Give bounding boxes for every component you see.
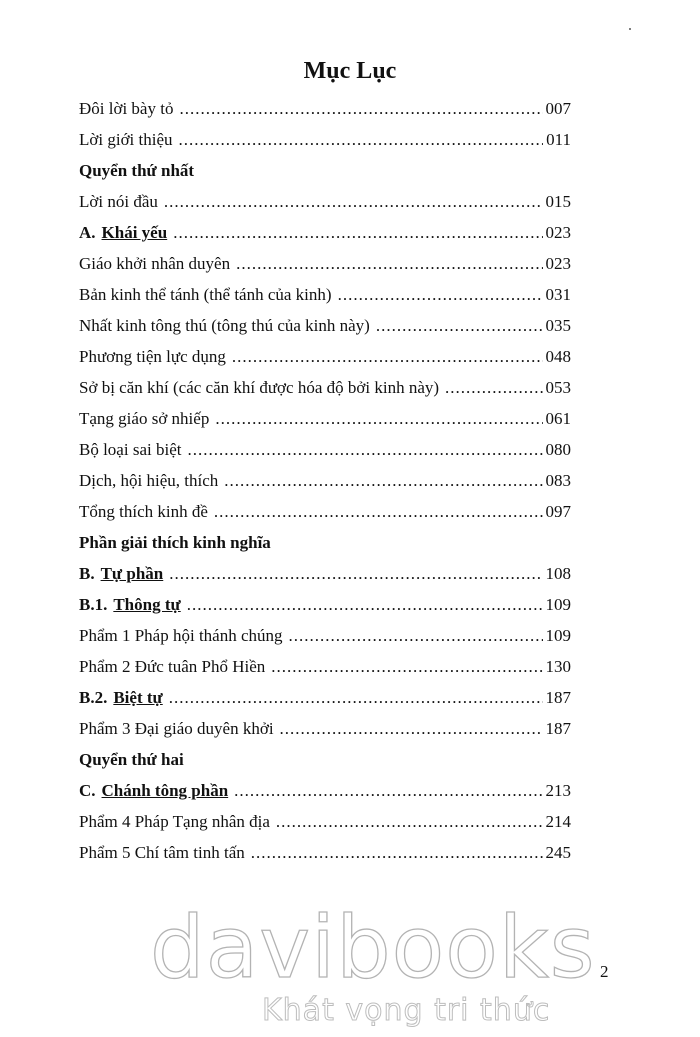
toc-entry-prefix: B.1. [79, 595, 108, 614]
toc-entry-label: Khái yếu [101, 223, 168, 242]
dot-leader [215, 403, 542, 434]
dot-leader [251, 837, 543, 868]
toc-entry-label: Tự phần [100, 564, 164, 583]
toc-entry-label: Sở bị căn khí (các căn khí được hóa độ bởi kinh này) [79, 378, 440, 397]
dot-leader [214, 496, 543, 527]
toc-entry-page: 053 [545, 378, 571, 397]
toc-entry-page: 035 [545, 316, 571, 335]
toc-entry-label: Bản kinh thể tánh (thể tánh của kinh) [79, 285, 332, 304]
toc-entry-page: 108 [545, 564, 571, 583]
toc-entry-page: 007 [545, 99, 571, 118]
dot-leader [187, 589, 543, 620]
dot-leader [236, 248, 542, 279]
toc-entry-page: 245 [545, 843, 571, 862]
dot-leader [338, 279, 543, 310]
dot-leader [271, 651, 542, 682]
toc-entry[interactable] [79, 620, 571, 651]
toc-entry[interactable] [79, 124, 571, 155]
toc-entry-label: Phẩm 3 Đại giáo duyên khởi [79, 719, 274, 738]
dot-leader [187, 434, 542, 465]
toc-entry-label: Bộ loại sai biệt [79, 440, 182, 459]
dot-leader [232, 341, 543, 372]
corner-speck [629, 28, 631, 30]
toc-entry-label: Đôi lời bày tỏ [79, 99, 174, 118]
toc-entry[interactable] [79, 837, 571, 868]
toc-entry-label: Phẩm 4 Pháp Tạng nhân địa [79, 812, 270, 831]
toc-entry-label: Nhất kinh tông thú (tông thú của kinh này) [79, 316, 370, 335]
toc-entry-label: Giáo khởi nhân duyên [79, 254, 231, 273]
toc-entry-page: 083 [545, 471, 571, 490]
dot-leader [445, 372, 542, 403]
page-title: Mục Lục [303, 58, 397, 84]
davibooks-watermark-logo: davibooks [150, 898, 596, 998]
toc-entry-page: 011 [546, 130, 571, 149]
toc-entry-label: Phẩm 2 Đức tuân Phổ Hiền [79, 657, 266, 676]
toc-entry[interactable] [79, 806, 571, 837]
toc-entry-page: 187 [545, 719, 571, 738]
toc-entry[interactable] [79, 682, 571, 713]
toc-entry-prefix: C. [79, 781, 96, 800]
toc-entry-label: Chánh tông phần [101, 781, 229, 800]
toc-entry[interactable] [79, 248, 571, 279]
toc-entry[interactable] [79, 465, 571, 496]
toc-entry-page: 023 [545, 254, 571, 273]
toc-entry-prefix: B.2. [79, 688, 108, 707]
dot-leader [169, 558, 542, 589]
page-number: 2 [600, 962, 609, 981]
toc-entry-page: 061 [545, 409, 571, 428]
toc-entry-prefix: A. [79, 223, 96, 242]
toc-entry-page: 080 [545, 440, 571, 459]
toc-entry[interactable] [79, 434, 571, 465]
toc-entry-label: Phẩm 5 Chí tâm tinh tấn [79, 843, 245, 862]
toc-entry-label: Biệt tự [113, 688, 163, 707]
toc-section-heading: Quyển thứ hai [79, 750, 184, 769]
dot-leader [164, 186, 543, 217]
dot-leader [169, 682, 543, 713]
toc-entry[interactable] [79, 558, 571, 589]
toc-section-heading: Quyển thứ nhất [79, 161, 195, 180]
toc-entry-page: 130 [545, 657, 571, 676]
dot-leader [276, 806, 543, 837]
toc-entry-page: 109 [545, 595, 571, 614]
toc-entry-page: 214 [545, 812, 571, 831]
toc-entry[interactable] [79, 310, 571, 341]
toc-entry-label: Thông tự [113, 595, 181, 614]
toc-entry-page: 048 [545, 347, 571, 366]
toc-entry[interactable] [79, 651, 571, 682]
toc-entry-page: 187 [545, 688, 571, 707]
toc-entry-label: Phẩm 1 Pháp hội thánh chúng [79, 626, 283, 645]
toc-entry-page: 109 [545, 626, 571, 645]
toc-entry[interactable] [79, 589, 571, 620]
toc-entry[interactable] [79, 775, 571, 806]
dot-leader [179, 124, 544, 155]
toc-entry-label: Tạng giáo sở nhiếp [79, 409, 210, 428]
dot-leader [234, 775, 542, 806]
toc-entry[interactable] [79, 217, 571, 248]
toc-entry[interactable] [79, 496, 571, 527]
toc-entry[interactable] [79, 93, 571, 124]
dot-leader [289, 620, 543, 651]
toc-entry-label: Tổng thích kinh đề [79, 502, 208, 521]
dot-leader [376, 310, 543, 341]
davibooks-watermark-tagline: Khát vọng tri thức [262, 993, 551, 1028]
toc-entry-label: Lời giới thiệu [79, 130, 173, 149]
toc-entry[interactable] [79, 186, 571, 217]
toc-entry-label: Phương tiện lực dụng [79, 347, 226, 366]
dot-leader [280, 713, 543, 744]
toc-entry[interactable] [79, 341, 571, 372]
toc-section-heading: Phần giải thích kinh nghĩa [79, 533, 271, 552]
toc-entry[interactable] [79, 403, 571, 434]
toc-entry-page: 023 [545, 223, 571, 242]
toc-entry[interactable] [79, 372, 571, 403]
table-of-contents [79, 93, 571, 868]
toc-entry-label: Dịch, hội hiệu, thích [79, 471, 219, 490]
toc-entry-page: 031 [545, 285, 571, 304]
toc-entry-prefix: B. [79, 564, 95, 583]
toc-entry-page: 213 [545, 781, 571, 800]
toc-entry[interactable] [79, 279, 571, 310]
dot-leader [224, 465, 542, 496]
toc-entry[interactable] [79, 713, 571, 744]
dot-leader [173, 217, 542, 248]
toc-entry-page: 015 [545, 192, 571, 211]
toc-entry-page: 097 [545, 502, 571, 521]
toc-entry-label: Lời nói đầu [79, 192, 158, 211]
dot-leader [179, 93, 542, 124]
